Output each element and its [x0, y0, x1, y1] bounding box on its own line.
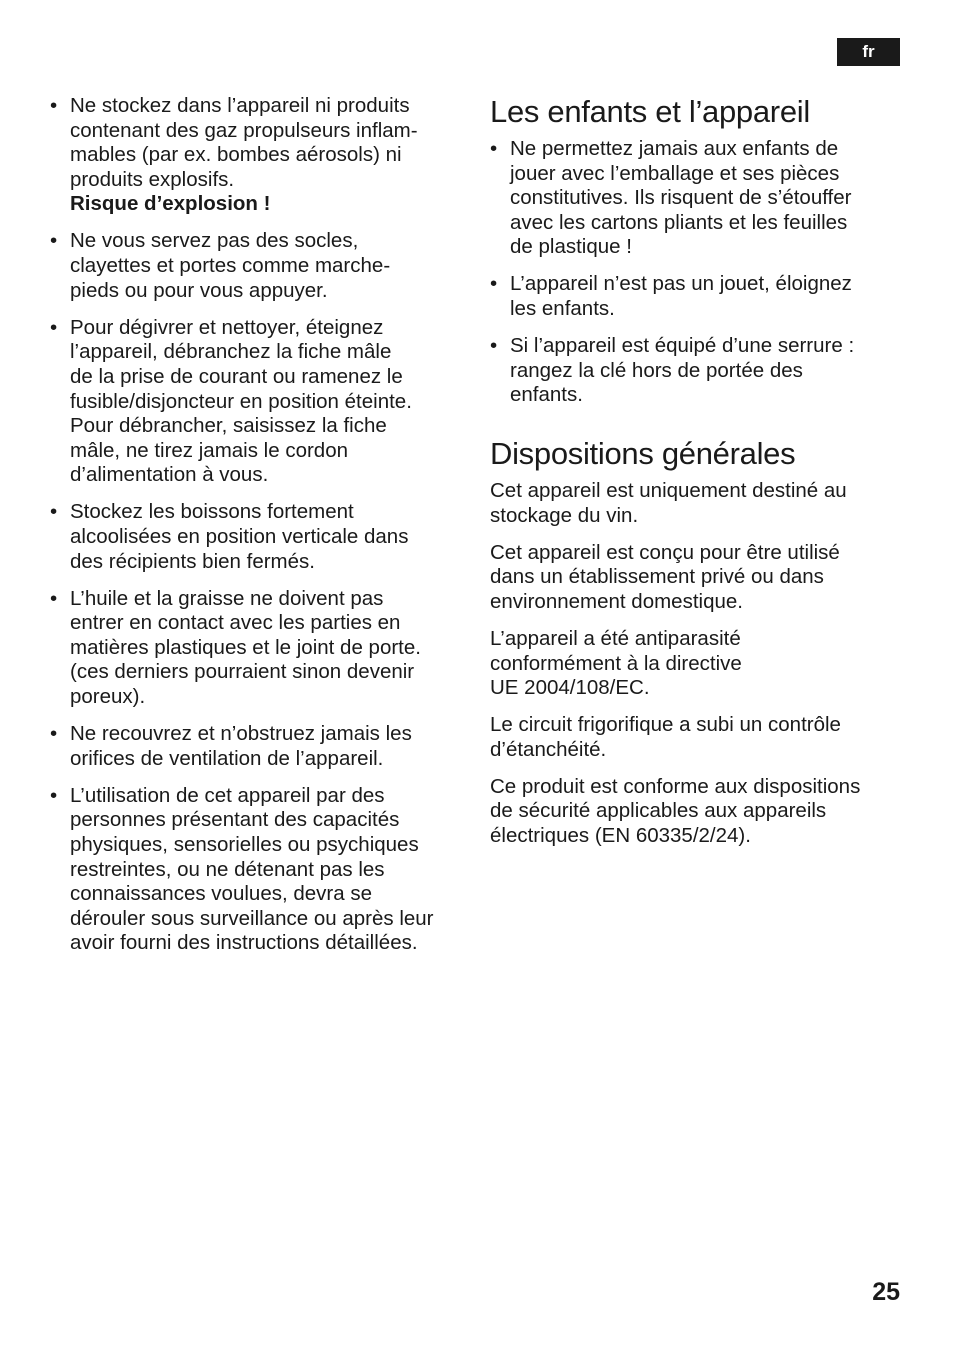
paragraph: Ce produit est conforme aux dispositions de sécurité applicables aux appareils électriques (EN 60335/2/24). — [490, 774, 861, 848]
children-list — [490, 137, 910, 408]
list-item: • L’utilisation de cet appareil par des personnes présentant des capacités physiques, sensorielles ou psychiques restreintes, ou ne détenant pas les connaissances voulues, devra se dérouler sous surveillance ou après leur avoir fourni des instructions détaillées. — [50, 783, 434, 955]
paragraph: Cet appareil est uniquement destiné au stockage du vin. — [490, 478, 847, 527]
list-item: • L’huile et la graisse ne doivent pas entrer en contact avec les parties en matières plastiques et le joint de porte. (ces derniers pourraient sinon devenir poreux). — [50, 586, 421, 709]
list-item: • Ne recouvrez et n’obstruez jamais les orifices de ventilation de l’appareil. — [50, 722, 412, 770]
right-column — [490, 94, 910, 861]
bullet-icon: • — [50, 586, 58, 610]
list-item: • Ne permettez jamais aux enfants de jouer avec l’emballage et ses pièces constitutives. Ils risquent de s’étouffer avec les cartons pliants et les feuilles de plastique ! — [490, 137, 852, 259]
explosion-warning: Risque d’explosion ! — [70, 192, 271, 216]
list-item: • Ne vous servez pas des socles, clayettes et portes comme marche- pieds ou pour vous appuyer. — [50, 229, 391, 302]
bullet-icon: • — [50, 722, 58, 746]
paragraph: Cet appareil est conçu pour être utilisé dans un établissement privé ou dans environnement domestique. — [490, 540, 840, 613]
bullet-icon: • — [50, 315, 58, 339]
bullet-icon: • — [490, 137, 498, 160]
bullet-icon: • — [490, 334, 498, 358]
safety-list — [50, 94, 470, 956]
list-item: • L’appareil n’est pas un jouet, éloignez les enfants. — [490, 272, 852, 321]
bullet-icon: • — [50, 500, 58, 524]
list-item: • Stockez les boissons fortement alcoolisées en position verticale dans des récipients bien fermés. — [50, 500, 409, 573]
list-item: • Ne stockez dans l’appareil ni produits contenant des gaz propulseurs inflam- mables (par ex. bombes aérosols) ni produits explosifs. Risque d’explosion ! — [50, 94, 470, 217]
children-heading: Les enfants et l’appareil — [490, 94, 810, 129]
paragraph: L’appareil a été antiparasité conformément à la directive UE 2004/108/EC. — [490, 626, 742, 700]
paragraph: Le circuit frigorifique a subi un contrôle d’étanchéité. — [490, 713, 841, 761]
list-item: • Pour dégivrer et nettoyer, éteignez l’appareil, débranchez la fiche mâle de la prise de courant ou ramenez le fusible/disjoncteur en position éteinte. Pour débrancher, saisissez la fiche mâle, ne tirez jamais le cordon d’alimentation à vous. — [50, 315, 412, 487]
left-column — [50, 94, 470, 969]
bullet-icon: • — [490, 272, 498, 296]
page-number: 25 — [872, 1278, 900, 1306]
general-heading: Dispositions générales — [490, 435, 796, 471]
bullet-icon: • — [50, 94, 58, 117]
bullet-icon: • — [50, 229, 58, 253]
bullet-icon: • — [50, 783, 58, 807]
language-tab: fr — [837, 38, 900, 66]
list-item: • Si l’appareil est équipé d’une serrure : rangez la clé hors de portée des enfants. — [490, 334, 855, 407]
